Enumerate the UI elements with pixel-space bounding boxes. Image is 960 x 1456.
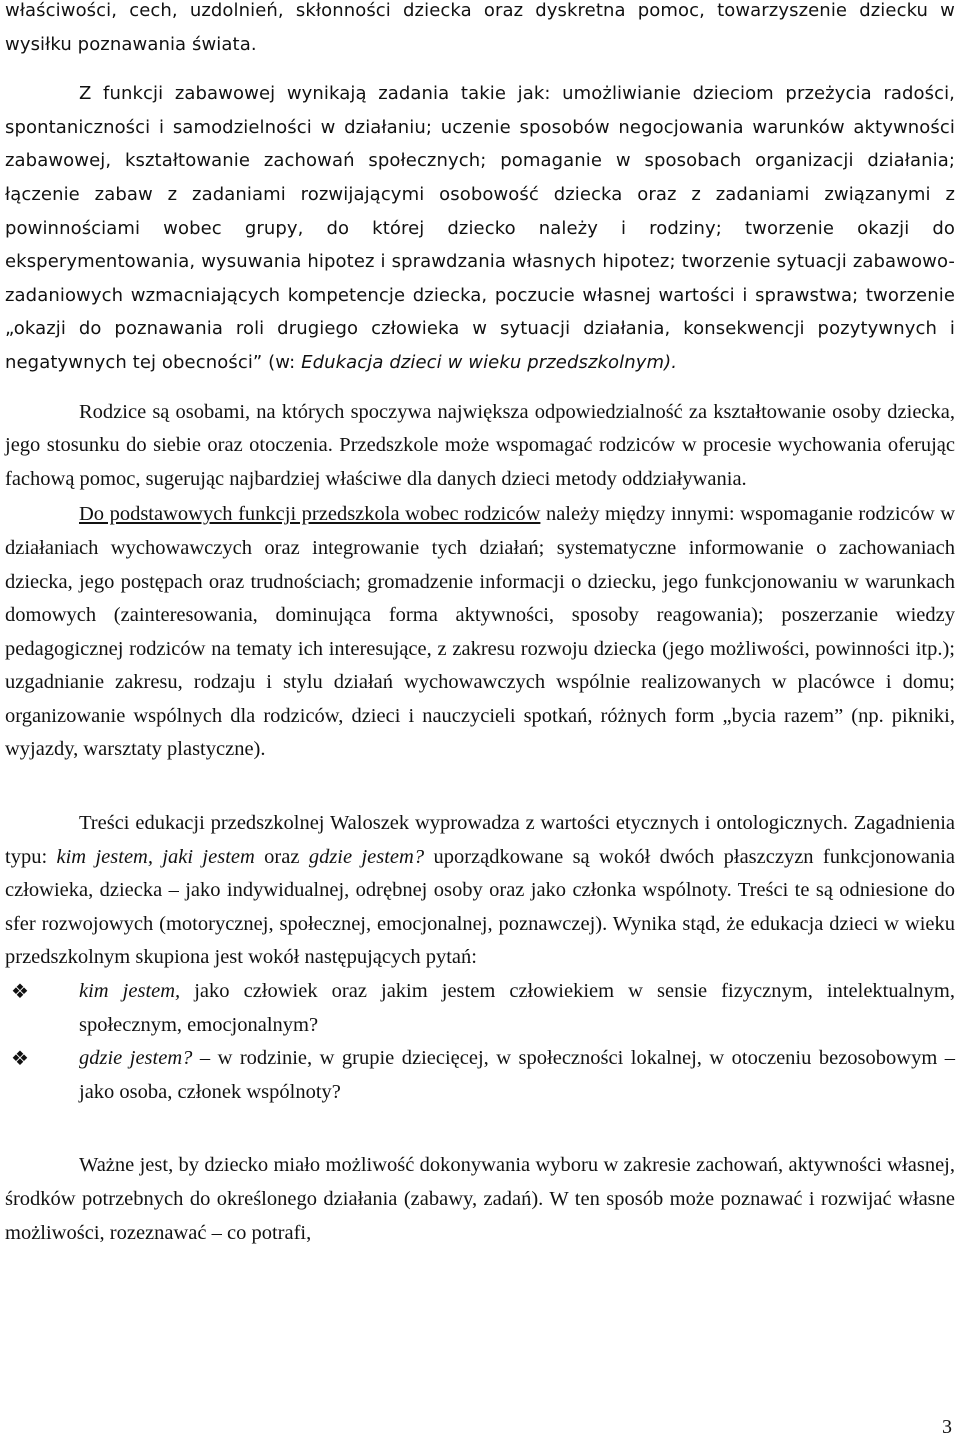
- italic-phrase: gdzie jestem?: [79, 1047, 193, 1070]
- paragraph-choice: [5, 1149, 955, 1250]
- italic-phrase: gdzie jestem?: [308, 845, 425, 868]
- document-page: [5, 0, 955, 1250]
- paragraph-text: Ważne jest, by dziecko miało możliwość dokonywania wyboru w zakresie zachowań, aktywności własnej, środków potrzebnych do określonego działania (zabawy, zadań). W ten sposób może poznawać i rozwijać własne możliwości, rozeznawać – co potrafi,: [5, 1154, 955, 1244]
- italic-phrase: kim jestem,: [79, 980, 181, 1003]
- list-item: [5, 1042, 955, 1109]
- paragraph-text: właściwości, cech, uzdolnień, skłonności dziecka oraz dyskretna pomoc, towarzyszenie dziecku w wysiłku poznawania świata.: [5, 0, 955, 55]
- paragraph-text: uporządkowane są wokół dwóch płaszczyzn funkcjonowania człowieka, dziecka – jako indywidualnej, odrębnej osoby oraz jako członka wspólnoty. Treści te są odniesione do sfer rozwojowych (motorycznej, społecznej, emocjonalnej, poznawczej). Wynika stąd, że edukacja dzieci w wieku przedszkolnym skupiona jest wokół następujących pytań:: [5, 845, 955, 969]
- underlined-heading: Do podstawowych funkcji przedszkola wobec rodziców: [79, 503, 541, 526]
- list-item-text: – w rodzinie, w grupie dziecięcej, w społeczności lokalnej, w otoczeniu bezosobowym – jako osoba, członek wspólnoty?: [79, 1047, 955, 1103]
- paragraph-education-content: [5, 807, 955, 975]
- list-item: [5, 975, 955, 1042]
- paragraph-play-function: [5, 77, 955, 379]
- paragraph-parents: [5, 396, 955, 497]
- italic-phrase: kim jestem, jaki jestem: [56, 845, 255, 868]
- paragraph-text: należy między innymi: wspomaganie rodziców w działaniach wychowawczych oraz integrowanie tych działań; systematyczne informowanie o zachowaniach dziecka, jego postępach oraz trudnościach; gromadzenie informacji o dziecku, jego funkcjonowaniu w warunkach domowych (zainteresowania, dominująca forma aktywności, sposoby reagowania); poszerzanie wiedzy pedagogicznej rodziców na tematy ich interesujące, z zakresu rozwoju dziecka (jego możliwości, powinności itp.); uzgadnianie zakresu, rodzaju i stylu działań wychowawczych wspólnie realizowanych w placówce i domu; organizowanie wspólnych dla rodziców, dzieci i nauczycieli spotkań, różnych form „bycia razem” (np. pikniki, wyjazdy, warsztaty plastyczne).: [5, 503, 955, 761]
- diamond-bullet-icon: ❖: [11, 1046, 29, 1071]
- page-number: 3: [942, 1416, 952, 1438]
- paragraph-text: oraz: [254, 845, 309, 868]
- paragraph-kindergarten-functions: [5, 498, 955, 767]
- paragraph-text: Z funkcji zabawowej wynikają zadania takie jak: umożliwianie dzieciom przeżycia radości, spontaniczności i samodzielności w działaniu; uczenie sposobów negocjowania warunków aktywności zabawowej, kształtowanie zachowań społecznych; pomaganie w sposobach organizacji działania; łączenie zabaw z zadaniami rozwijającymi osobowość dziecka oraz z zadaniami związanymi z powinnościami wobec grupy, do której dziecko należy i rodziny; tworzenie okazji do eksperymentowania, wysuwania hipotez i sprawdzania własnych hipotez; tworzenie sytuacji zabawowo-zadaniowych wzmacniających kompetencje dziecka, poczucie własnej wartości i sprawstwa; tworzenie „okazji do poznawania roli drugiego człowieka w sytuacji działania, konsekwencji pozytywnych i negatywnych tej obecności” (w:: [5, 83, 955, 373]
- list-item-text: jako człowiek oraz jakim jestem człowiekiem w sensie fizycznym, intelektualnym, społecznym, emocjonalnym?: [79, 980, 955, 1036]
- citation-title: Edukacja dzieci w wieku przedszkolnym).: [301, 351, 678, 373]
- paragraph-text: Treści edukacji przedszkolnej Waloszek wyprowadza z wartości etycznych i ontologicznych. Zagadnienia typu:: [5, 812, 955, 868]
- paragraph-text: Rodzice są osobami, na których spoczywa największa odpowiedzialność za kształtowanie osoby dziecka, jego stosunku do siebie oraz otoczenia. Przedszkole może wspomagać rodziców w procesie wychowania oferując fachową pomoc, sugerując najbardziej właściwe dla danych dzieci metody oddziaływania.: [5, 400, 955, 490]
- paragraph-continuation: [5, 0, 955, 61]
- question-list: [5, 975, 955, 1109]
- diamond-bullet-icon: ❖: [11, 979, 29, 1004]
